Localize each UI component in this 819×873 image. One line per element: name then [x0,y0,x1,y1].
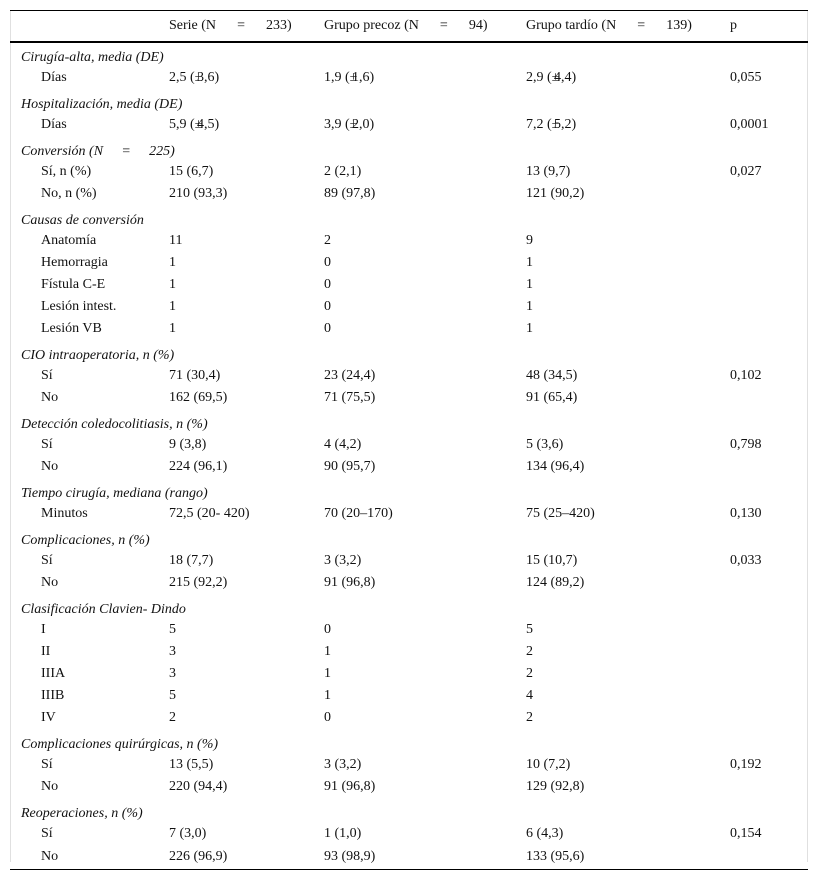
cell-tardio: 75 (25–420) [526,506,595,521]
cell-p [730,318,808,340]
cell-mean: 2,5 (± [169,70,203,85]
cell-tardio: 1 [526,321,533,336]
cell-precoz: 71 (75,5) [324,390,376,405]
table-row [10,685,808,707]
section-title: Causas de conversión [21,213,144,228]
cell-precoz: 1 [324,644,331,659]
cell-p: 0,0001 [730,117,769,132]
cell-serie: 18 (7,7) [169,553,214,568]
section-title: Cirugía-alta, media (DE) [21,50,164,65]
cell-p: 0,055 [730,70,762,85]
table-row [10,776,808,798]
cell-precoz: 2 [324,233,331,248]
header-tardio-n: 139) [666,18,692,33]
cell-tardio: 4 [526,688,533,703]
table-row [10,707,808,729]
table-row [10,641,808,663]
cell-precoz [324,114,526,136]
row-label: Hemorragia [41,255,108,270]
cell-tardio: 134 (96,4) [526,459,585,474]
cell-precoz: 2 (2,1) [324,164,362,179]
row-label: No [41,390,59,405]
section-title: CIO intraoperatoria, n (%) [21,348,175,363]
row-label: IIIB [41,688,65,703]
cell-precoz: 0 [324,321,331,336]
table-row [10,550,808,572]
table-row [10,823,808,845]
cell-mean: 7,2 (± [526,117,560,132]
section-row [10,340,808,365]
cell-tardio [526,67,730,89]
cell-precoz: 0 [324,255,331,270]
table-row [10,365,808,387]
cell-serie: 5 [169,688,176,703]
cell-precoz: 23 (24,4) [324,368,376,383]
row-label: No [41,779,59,794]
cell-precoz: 0 [324,299,331,314]
cell-serie: 2 [169,710,176,725]
row-label: Sí [41,368,53,383]
cell-sd: 4,4) [554,70,577,85]
table-row [10,619,808,641]
row-label: Minutos [41,506,88,521]
cell-sd: 3,6) [197,70,220,85]
row-label: I [41,622,46,637]
cell-serie: 162 (69,5) [169,390,228,405]
cell-p: 0,033 [730,553,762,568]
header-empty [10,11,169,43]
cell-mean: 1,9 (± [324,70,358,85]
table-row [10,387,808,409]
table-body [10,42,808,870]
cell-serie: 1 [169,255,176,270]
header-tardio-label: Grupo tardío (N [526,18,617,33]
section-title-text: Conversión (N [21,144,104,159]
section-row [10,205,808,230]
row-label: Días [41,70,67,85]
row-label: Sí [41,437,53,452]
cell-p [730,776,808,798]
section-title: Reoperaciones, n (%) [21,806,143,821]
cell-p: 0,798 [730,437,762,452]
cell-tardio: 2 [526,644,533,659]
row-label: Sí, n (%) [41,164,92,179]
cell-serie: 5 [169,622,176,637]
table-row [10,503,808,525]
row-label: Sí [41,826,53,841]
cell-p: 0,154 [730,826,762,841]
section-row [10,798,808,823]
row-label: Sí [41,553,53,568]
cell-tardio: 2 [526,666,533,681]
cell-serie: 11 [169,233,183,248]
cell-tardio: 1 [526,299,533,314]
table-row [10,845,808,870]
header-tardio-eq: = [637,18,646,33]
table-row [10,274,808,296]
table-header [10,11,808,43]
section-title [10,136,808,161]
cell-p: 0,027 [730,164,762,179]
cell-serie: 7 (3,0) [169,826,207,841]
section-title: Complicaciones, n (%) [21,533,150,548]
cell-precoz: 1 [324,666,331,681]
header-serie-n: 233) [266,18,292,33]
cell-precoz: 0 [324,277,331,292]
cell-serie: 72,5 (20- 420) [169,506,250,521]
cell-p [730,663,808,685]
cell-serie: 3 [169,644,176,659]
cell-p [730,641,808,663]
cell-precoz: 89 (97,8) [324,186,376,201]
cell-precoz: 3 (3,2) [324,553,362,568]
header-row [10,11,808,43]
cell-p [730,456,808,478]
table-row [10,114,808,136]
cell-serie: 71 (30,4) [169,368,221,383]
cell-p [730,252,808,274]
cell-serie: 1 [169,277,176,292]
cell-mean: 3,9 (± [324,117,358,132]
cell-precoz [324,67,526,89]
section-title-eq: = [121,144,131,159]
cell-serie: 210 (93,3) [169,186,228,201]
cell-tardio: 5 [526,622,533,637]
row-label: IV [41,710,56,725]
section-title: Complicaciones quirúrgicas, n (%) [21,737,219,752]
table-row [10,754,808,776]
cell-serie: 9 (3,8) [169,437,207,452]
cell-tardio: 91 (65,4) [526,390,578,405]
row-label: No [41,459,59,474]
cell-p [730,183,808,205]
cell-p [730,572,808,594]
table-row [10,318,808,340]
cell-p [730,619,808,641]
header-precoz [324,11,526,43]
table-row [10,572,808,594]
row-label: Fístula C-E [41,277,106,292]
header-p: p [730,11,808,43]
cell-p [730,387,808,409]
section-row [10,478,808,503]
section-title: Tiempo cirugía, mediana (rango) [21,486,208,501]
table-row [10,252,808,274]
cell-tardio: 15 (10,7) [526,553,578,568]
cell-precoz: 90 (95,7) [324,459,376,474]
cell-tardio: 6 (4,3) [526,826,564,841]
cell-serie: 13 (5,5) [169,757,214,772]
cell-p [730,845,808,870]
cell-tardio: 121 (90,2) [526,186,585,201]
cell-serie [169,67,324,89]
row-label: No [41,575,59,590]
table-row [10,183,808,205]
row-label: IIIA [41,666,66,681]
table-row [10,663,808,685]
row-label: Lesión VB [41,321,102,336]
cell-p [730,685,808,707]
table-row [10,434,808,456]
cell-tardio: 10 (7,2) [526,757,571,772]
cell-serie: 3 [169,666,176,681]
section-row [10,729,808,754]
cell-serie: 220 (94,4) [169,779,228,794]
results-table [10,10,808,870]
section-title: Clasificación Clavien- Dindo [21,602,186,617]
cell-sd: 2,0) [352,117,375,132]
cell-precoz: 1 [324,688,331,703]
cell-tardio: 133 (95,6) [526,845,730,870]
cell-sd: 5,2) [554,117,577,132]
row-label: No [10,845,169,870]
cell-mean: 5,9 (± [169,117,203,132]
cell-p: 0,130 [730,506,762,521]
cell-p [730,274,808,296]
cell-serie: 15 (6,7) [169,164,214,179]
section-row [10,136,808,161]
cell-tardio: 2 [526,710,533,725]
cell-precoz: 4 (4,2) [324,437,362,452]
cell-p [730,296,808,318]
cell-p: 0,192 [730,757,762,772]
cell-serie [169,114,324,136]
row-label: Sí [41,757,53,772]
cell-precoz: 0 [324,710,331,725]
table-row [10,161,808,183]
section-row [10,525,808,550]
cell-precoz: 70 (20–170) [324,506,393,521]
cell-tardio: 129 (92,8) [526,779,585,794]
cell-tardio: 13 (9,7) [526,164,571,179]
table-row [10,230,808,252]
header-serie-label: Serie (N [169,18,217,33]
table-row [10,296,808,318]
cell-precoz: 91 (96,8) [324,575,376,590]
section-row [10,42,808,67]
cell-serie: 1 [169,321,176,336]
cell-tardio [526,114,730,136]
row-label: No, n (%) [41,186,97,201]
section-title: Hospitalización, media (DE) [21,97,183,112]
cell-mean: 2,9 (± [526,70,560,85]
header-tardio [526,11,730,43]
header-serie [169,11,324,43]
cell-precoz: 3 (3,2) [324,757,362,772]
cell-precoz: 0 [324,622,331,637]
cell-sd: 1,6) [352,70,375,85]
cell-serie: 224 (96,1) [169,459,228,474]
header-serie-eq: = [237,18,245,33]
header-precoz-eq: = [439,18,448,33]
cell-precoz: 93 (98,9) [324,845,526,870]
cell-tardio: 1 [526,255,533,270]
cell-serie: 226 (96,9) [169,845,324,870]
section-title: Detección coledocolitiasis, n (%) [21,417,208,432]
row-label: Anatomía [41,233,97,248]
cell-tardio: 124 (89,2) [526,575,585,590]
cell-sd: 4,5) [197,117,220,132]
cell-precoz: 91 (96,8) [324,779,376,794]
cell-p [730,230,808,252]
header-precoz-n: 94) [468,18,488,33]
table-row [10,456,808,478]
header-precoz-label: Grupo precoz (N [324,18,419,33]
cell-tardio: 5 (3,6) [526,437,564,452]
cell-serie: 1 [169,299,176,314]
row-label: Lesión intest. [41,299,117,314]
section-row [10,594,808,619]
section-row [10,409,808,434]
row-label: II [41,644,51,659]
section-title-n: 225) [149,144,175,159]
table-row [10,67,808,89]
cell-tardio: 1 [526,277,533,292]
cell-tardio: 48 (34,5) [526,368,578,383]
row-label: Días [41,117,67,132]
cell-p: 0,102 [730,368,762,383]
cell-p [730,707,808,729]
cell-serie: 215 (92,2) [169,575,228,590]
cell-tardio: 9 [526,233,533,248]
cell-precoz: 1 (1,0) [324,826,362,841]
section-row [10,89,808,114]
